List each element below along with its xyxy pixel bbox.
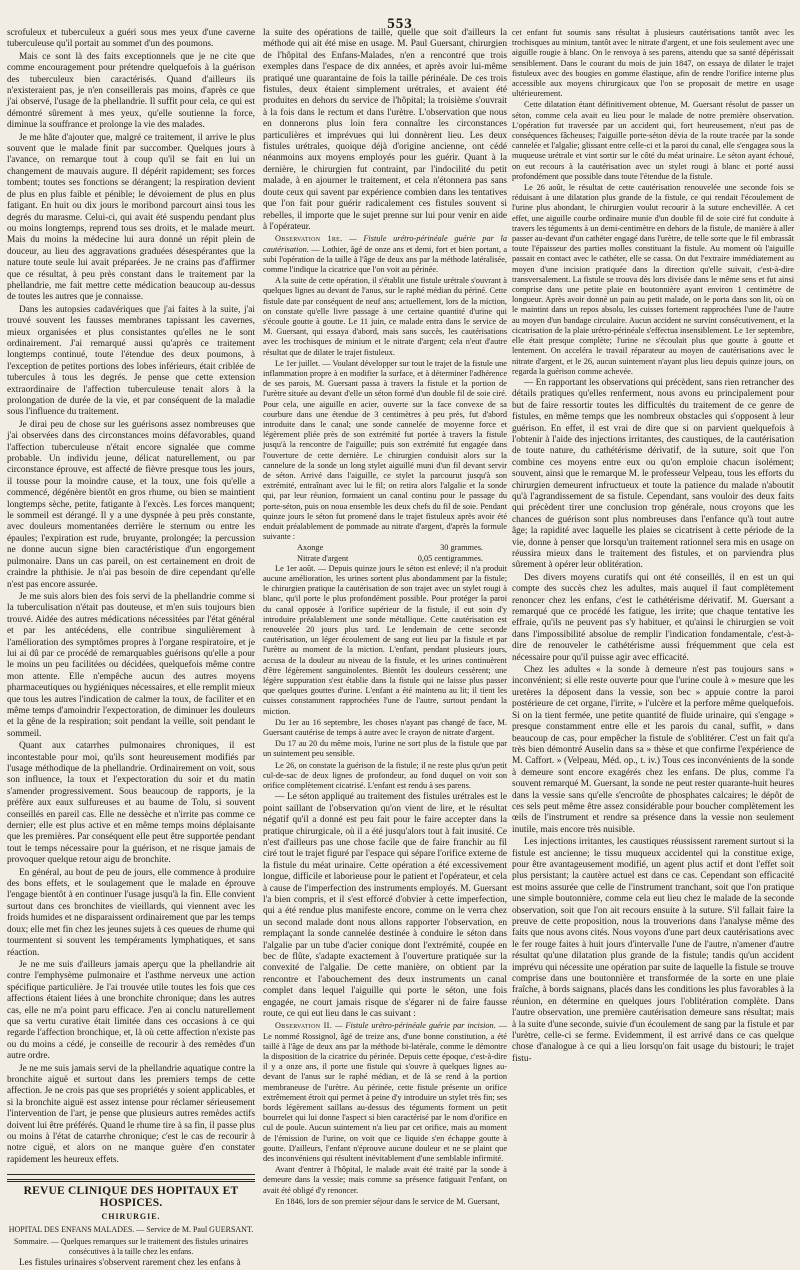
paragraph: En général, au bout de peu de jours, elle commence à produire des bons effets, et le soulagement que le malade en éprouve l'engage bientôt à en continuer l'usage jusqu'à la fin. Elle convient surtout dans ces bronchites de vieillards, qui viennent avec les froids humides et ne disparaissent ordinairement que par les temps doux; elle met fin chez les jeunes sujets à ces queues de rhume qui tourmentent si souvent les tempéraments lymphatiques, et sans réaction. [7, 867, 255, 958]
hospital-line: HOPITAL DES ENFANS MALADES. — Service de M. Paul GUERSANT. [8, 1225, 254, 1235]
paragraph: scrofuleux et tuberculeux a guéri sous mes yeux d'une caverne tuberculeuse qu'il portait au sommet d'un des poumons. [7, 28, 255, 50]
page-number: 553 [387, 16, 413, 32]
paragraph: Le 1er juillet. — Voulant développer sur tout le trajet de la fistule une inflammation propre à en modifier la surface, et à déterminer l'adhérence de ses parois, M. Guersant passa à travers la fistule et la portion de l'urètre située au devant d'elle un séton formé d'un double fil de soie ciré. Pour cela, une aiguille en acier, ouverte sur la face convexe de sa courbure dans une étendue de 3 centimètres à peu près, fut d'abord introduite dans le canal; une sonde cannelée de moyenne force et légèrement pliée près de son extrémité fut portée à travers la fistule jusqu'à la rencontre de l'aiguille; puis son extrémité fut engagée dans l'ouverture de cette dernière. Le chirurgien conduisit alors sur la cannelure de la sonde un long stylet aiguillé muni d'un fil devant servir de séton. Arrivé dans l'aiguille, ce stylet la parcourut jusqu'à son extrémité, entraînant avec lui le fil; on retira alors l'algalie et la sonde qui, par leur réunion, formaient un canal continu pour le passage du porte-séton, puis on noua ensemble les deux chefs du fil de soie. Pendant quinze jours le séton fut promené dans le trajet fistuleux après avoir été enduit préalablement de pommade au nitrate d'argent, d'après la formule suivante : [263, 358, 507, 542]
paragraph: Le 26, on constate la guérison de la fistule; il ne reste plus qu'un petit cul-de-sac de deux lignes de profondeur, au fond duquel on voit son orifice complètement cicatrisé. L'enfant est rendu à ses parens. [263, 760, 507, 791]
column-left [7, 28, 255, 1269]
formula-quantity: 0,05 centigrammes. [417, 553, 483, 563]
formula-ingredient: Axonge [297, 543, 324, 553]
column-middle [263, 28, 508, 1206]
section-divider [7, 1174, 255, 1175]
section-heading: REVUE CLINIQUE DES HOPITAUX ET HOSPICES. [23, 1185, 239, 1209]
formula-row [263, 543, 507, 553]
paragraph: Je me suis alors bien des fois servi de la phellandrie comme si la tuberculisation n'était pas douteuse, et m'en suis toujours bien trouvé. Aidée des autres médications nécessitées par l'état général et par les antécédens, elle contribue singulièrement à l'amélioration des symptômes propres à l'organe respiratoire, et je lui ai dû par ce procédé de remarquables guérisons qu'elle a pour le moins un peu facilitées ou décidées, quelquefois même contre mon attente. Elle n'empêche aucun des autres moyens pharmaceutiques ou hygiéniques nécessaires, et elle remplit mieux que tous les autres l'indication de calmer la toux, de faciliter et en même temps d'amoindrir l'expectoration, de diminuer les douleurs et la gêne de la respiration; soit pendant la veille, soit pendant le sommeil. [7, 591, 255, 739]
paragraph: Mais ce sont là des faits exceptionnels que je ne cite que comme encouragement pour prétendre quelquefois à la guérison des tuberculeux bien caractérisés. Quand d'ailleurs ils n'existeraient pas, je n'en conseillerais pas moins, d'après ce que j'ai observé, l'usage de la phellandrie. Il suffit pour cela, ce qui est démontré sûrement à mes yeux, qu'elle soutienne la force, diminue la souffrance et prolonge la vie des malades. [7, 51, 255, 131]
observation-title: Observation II. [275, 1021, 333, 1031]
paragraph: la suite des opérations de taille, quelle que soit d'ailleurs la méthode qui ait été mise en usage. M. Paul Guersant, chirurgien de l'hôpital des Enfans-Malades, n'en a rencontré que trois exemples dans l'espace de dix années, et après avoir lui-même pratiqué une quarantaine de fois la taille périnéale. De ces trois fistules, deux étaient simplement urétrales, et avaient été produites en dehors du service de l'hôpital; la troisième s'ouvrait à la fois dans le rectum et dans l'urètre. L'observation que nous en donnerons plus loin fera connaître les circonstances particulières et imprévues qui lui donnèrent lieu. Les deux fistules urétrales, quoique déjà d'origine ancienne, ont cédé néanmoins aux moyens employés pour les guérir. Quant à la dernière, le chirurgien fut contraint, par l'indocilité du petit malade, à en ajourner le traitement, et cela n'étonnera pas sans doute ceux qui savent par expérience combien dans les tentatives que l'on fait pour guérir radicalement ces fistules souvent si rebelles, il importe que le sujet prenne sur lui pour venir en aide à l'opérateur. [263, 28, 507, 232]
section-divider-double [7, 1179, 255, 1182]
observation-1 [263, 234, 507, 275]
paragraph: cet enfant fut soumis sans résultat à plusieurs cautérisations tantôt avec les trochisques au minium, tantôt avec le nitrate d'argent, et une fois seulement avec une aiguille rougie à blanc. On le renvoya à ses parens, attendu que sa santé dépérissait sensiblement. Dans le courant du mois de juin 1847, on essaya de dilater le trajet fistuleux avec des bougies en gomme élastique, afin de rendre l'orifice interne plus accessible aux moyens chirurgicaux que l'on se proposait de mettre en usage ultérieurement. [512, 28, 794, 99]
paragraph: Avant d'entrer à l'hôpital, le malade avait été traité par la sonde à demeure dans la vessie; mais comme sa présence fatiguait l'enfant, on avait été obligé d'y renoncer. [263, 1165, 507, 1195]
observation-text: — Le nommé Rossignol, âgé de treize ans, d'une bonne constitution, a été taillé à l'âge de deux ans par la méthode bi-latérale, comme le démontre la disposition de la cicatrice du périnée. Depuis cette époque, c'est-à-dire il y a onze ans, il porte une fistule qui s'ouvre à quelques lignes au-devant de l'anus sur le raphé médian, et de là se rend à la portion membraneuse de l'urètre. Au périnée, cette fistule présente un orifice extrêmement étroit qui permet à peine d'y introduire un stylet très fin; ses bords légèrement saillans au-dessus des téguments forment un petit bourrelet qui lui donne l'aspect si bien caractérisé par le nom d'orifice en cul de poule. Aucun suintement n'a lieu par cet orifice, mais au moment de l'émission de l'urine, on voit que ce liquide s'en échappe goutte à goutte. D'ailleurs, l'enfant n'éprouve aucune douleur et ne se plaint que des inconvéniens qui résultent inévitablement d'une semblable infirmité. [263, 1021, 508, 1164]
paragraph: Dans les autopsies cadavériques que j'ai faites à la suite, j'ai trouvé souvent les fausses membranes tapissant les cavernes, mieux organisées et plus consistantes qu'elles ne le sont ordinairement. J'ai remarqué aussi qu'après ce traitement longtemps continué, toute l'étendue des deux poumons, à l'exception de petites portions des lobes inférieurs, était criblée de tubercules à tous les degrés. Je pense que cette extension extraordinaire de l'affection tuberculeuse tenait alors à la prolongation de durée de la vie, et par conséquent de la maladie sous l'influence du traitement. [7, 304, 255, 418]
paragraph: Quant aux catarrhes pulmonaires chroniques, il est incontestable pour moi, qu'ils sont heureusement modifiés par l'usage méthodique de la phellandrie. Ordinairement on voit, sous son influence, la toux et l'expectoration du soir et du matin s'amender progressivement. Sous beaucoup de rapports, je la préfère aux eaux sulfureuses et au baume de Tolu, si souvent conseillés en pareil cas. Elle ne dessèche et n'irrite pas comme ce dernier; elle est plus active et en même temps moins déplaisante que les premières. Par conséquent elle peut être supportée pendant tout le temps nécessaire pour la guérison, et ne risque jamais de provoquer quelque retour aigu de bronchite. [7, 741, 255, 866]
paragraph: Je me hâte d'ajouter que, malgré ce traitement, il arrive le plus souvent que le malade finit par succomber. Quelques jours à l'avance, on remarque tout à coup qu'il se fait en lui un changement de mauvais augure. Il dépérit rapidement; ses forces tombent; toutes ses fonctions se dérangent; la respiration devient de plus en plus faible et pénible; le dévoiement de plus en plus fatigant. En huit ou dix jours le moribond parcourt ainsi tous les degrés du marasme. Celui-ci, qui avait été suspendu pendant plus ou moins longtemps, reprend tous ses droits, et le malade meurt. Mais du moins la médecine lui aura donné un répit plein de douceur, au lieu des aggravations graduées désespérantes que la nature toute seule lui avait préparées. Je ne crains pas d'affirmer que ce résultat, à peu près constant dans le traitement par la phellandrie, me fait mettre cette médication beaucoup au-dessus de toutes les autres que je connaisse. [7, 132, 255, 303]
paragraph: Chez les adultes « la sonde à demeure n'est pas toujours sans » inconvénient; si elle reste ouverte pour que l'urine coule à » mesure que les uretères la déposent dans la vessie, son bec » appuie contre la paroi postérieure de cet organe, l'irrite, » l'ulcère et la perfore même quelquefois. Si on la tient fermée, une petite quantité de fluide urinaire, qui s'engage » presque constamment entre elle et les parois du canal, suffit, » dans beaucoup de cas, pour empêcher la fistule de s'oblitérer. C'est un fait qu'a très bien démontré Auselin dans sa » thèse et que confirme l'expérience de M. Caffort. » (Velpeau, Méd. op., t. iv.) Tous ces inconvénients de la sonde à demeure sont encore exagérés chez les enfans. De plus, comme l'a souvent remarqué M. Guersant, la sonde ne peut rester quarante-huit heures dans la vessie sans qu'elle s'encroûte de phosphates calcaires; le dépôt de ces sels peut même être assez considérable pour boucher complètement les œils de l'instrument et rendre sa présence dans la vessie non seulement inutile, mais encore très nuisible. [512, 665, 794, 835]
paragraph: Le 26 août, le résultat de cette cautérisation renouvelée une seconde fois se réduisant à une dilatation plus grande de la fistule, ce qui rendait l'écoulement de l'urine plus abondant, le chirurgien voulut recourir à la suture enchevillée. A cet effet, une aiguille courbe ordinaire munie d'un double fil de soie ciré fut conduite à travers les téguments à un demi-centimètre en dehors de la fistule, de manière à aller passer au-devant d'un cathéter engagé dans l'urètre, de telle sorte que le fil embrassât toute l'épaisseur des parties molles constituant la fistule. Au moment où l'aiguille passait en contact avec le cathéter, elle se cassa. On dut l'extraire immédiatement au moyen d'une incision pratiquée dans la direction qu'elle suivait, c'est-à-dire transversalement. La fistule se trouva dès lors divisée dans le même sens et fut ainsi comprise dans une petite plaie en boutonnière ayant environ 1 centimètre de longueur. Après avoir donné un pain au petit malade, on le porta dans son lit, où on le maintint dans un repos absolu, les cuisses fortement rapprochées l'une de l'autre au moyen d'un bandage circulaire. Aucun accident ne survint consécutivement, et la cicatrisation de la plaie urétro-périnéale s'effectua insensiblement. Le 1er septembre, elle était presque complète; l'urine ne s'écoulait plus que goutte à goutte et lentement. On acceléra le travail réparateur au moyen de cautérisations avec le nitrate d'argent, et le 26, aucun suintement n'ayant plus lieu depuis quinze jours, on regarda la guérison comme achevée. [512, 183, 794, 376]
summary-line: Sommaire. — Quelques remarques sur le traitement des fistules urinaires consécutives à la taille chez les enfans. [13, 1237, 249, 1256]
paragraph: — En rapportant les observations qui précèdent, sans rien retrancher des détails pratiques qu'elles renferment, nous avons eu principalement pour but de faire ressortir toutes les difficultés du traitement de ce genre de fistules, en même temps que les nombreux obstacles qui s'opposent à leur guérison. En effet, il est vrai de dire que si on parvient quelquefois à l'obtenir à l'aide des injections irritantes, des caustiques, de la cautérisation de toute nature, du cathétérisme dérivatif, de la suture, soit que l'on combine ces moyens entre eux ou qu'on emploie chacun isolément; souvent, ainsi que le remarque M. le professeur Velpeau, tous les efforts du chirurgien demeurent infructueux et toute la patience du malade n'aboutit qu'à l'agrandissement de sa fistule. Cependant, sans vouloir des deux faits qui précèdent tirer une conclusion trop générale, nous croyons que les chances de guérison sont plus nombreuses dans l'enfance qu'à tout autre âge; la rapidité avec laquelle les plaies se cicatrisent à cette période de la vie, donne à penser que lorsqu'un traitement rationnel sera mis en usage on réussira mieux dans le traitement des fistules, et on parviendra plus sûrement à opérer leur oblitération. [512, 377, 794, 571]
observation-title: Observation 1re. [275, 234, 343, 244]
paragraph: Des divers moyens curatifs qui ont été conseillés, il en est un qui compte des succès chez les adultes, mais auquel il faut complètement renoncer chez les enfans, c'est le cathétérisme dérivatif. M. Guersant a remarqué que ce procédé les fatigue, les irrite; que chaque tentative les effraie, qu'ils ne peuvent pas s'y habituer, et qu'ainsi le chirurgien se voit dans l'impossibilité absolue de remplir l'indication fondamentale, c'est-à-dire de renouveler le cathétérisme aussi fréquemment que cela est nécessaire pour qu'il puisse agir avec efficacité. [512, 572, 794, 663]
paragraph: Du 1er au 16 septembre, les choses n'ayant pas changé de face, M. Guersant cautérise de temps à autre avec le crayon de nitrate d'argent. [263, 717, 507, 738]
section-subheading: CHIRURGIE. [101, 1212, 161, 1222]
formula-quantity: 30 grammes. [440, 543, 483, 553]
paragraph: Cette dilatation étant définitivement obtenue, M. Guersant résolut de passer un séton, comme cela avait eu lieu pour le malade de notre première observation. L'opération fut traversée par un accident qui, fort heureusement, n'eut pas de conséquences fâcheuses; l'aiguille porte-séton dévia de la route tracée par la sonde cannelée et l'algalie; glissant entre celle-ci et la paroi du canal, elle s'engagea sous la muqueuse urétrale et vint sortir sur le côté du méat urinaire. Le séton ayant échoué, on eut recours à la cautérisation avec un stylet rougi à blanc et porté aussi profondément que possible dans toute l'étendue de la fistule. [512, 100, 794, 181]
paragraph: Le 1er août. — Depuis quinze jours le séton est enlevé; il n'a produit aucune amélioration, les urines sortent plus abondamment par la fistule; le chirurgien pratique la cautérisation de son trajet avec un stylet rougi à blanc, qu'il porte le plus profondément possible. Pour protéger la paroi du canal opposée à l'orifice supérieur de la fistule, il eut soin d'y introduire préalablement une sonde métallique. Cette cautérisation est renouvelée 20 jours plus tard. Le lendemain de cette seconde cautérisation, un léger écoulement de sang eut lieu par la fistule et par l'urètre au moment de la miction. L'enfant, pendant plusieurs jours, accusa de la douleur au niveau de la fistule, et les urines continuèrent d'être légèrement sanguinolentes. Bientôt les douleurs cessèrent; une légère suppuration s'est établie dans la fistule qui ne laisse plus passer que quelques gouttes d'urine. L'enfant a été maintenu au lit; il tient les cuisses constamment rapprochées l'une de l'autre, surtout pendant la miction. [263, 563, 507, 716]
paragraph: Du 17 au 20 du même mois, l'urine ne sort plus de la fistule que par un suintement peu sensible. [263, 739, 507, 759]
paragraph: Je dirai peu de chose sur les guérisons assez nombreuses que j'ai observées dans des circonstances moins défavorables, quand l'affection tuberculeuse n'était encore signalée que comme probable. Un individu jeune, délicat naturellement, ou par circonstance éprouve, est affecté de fièvre presque tous les jours, il tousse pour la moindre cause, et la toux, une fois qu'elle a commencé, dégénère bientôt en gros rhume, ou bien se maintient longtemps sèche, petite, fatigante à l'excès. Les forces manquent; le sommeil est dérangé. Il y a une dyspnée à peu près constante, avec douleurs momentanées derrière le sternum ou entre les épaules; l'expiration est rude, bruyante, prolongée; la percussion ne donne aucun signe bien caractéristique d'un engorgement pulmonaire. Dans un cas pareil, on est certainement en droit de craindre la phthisie. Je n'ai pas besoin de dire cependant qu'elle n'est pas encore assurée. [7, 419, 255, 590]
formula-ingredient: Nitrate d'argent [297, 553, 349, 563]
paragraph: Je ne me suis d'ailleurs jamais aperçu que la phellandrie ait contre l'emphysème pulmonaire et l'asthme nerveux une action spécifique particulière. Je l'ai trouvée utile toutes les fois que ces affections étaient liées à une bronchite chronique; dans les autres cas, elle ne m'a point paru efficace. J'en ai conclu naturellement que sa vertu curative était limitée dans ces occasions à ce qui regarde l'affection bronchique, et, là où cette affection n'existe pas ou du moins a cédé, je conseille de recourir à des remèdes d'un autre ordre. [7, 959, 255, 1062]
paragraph: Les injections irritantes, les caustiques réussissent rarement surtout si la fistule est ancienne; le tissu muqueux accidentel qui la constitue exige, pour être avantageusement modifié, un agent plus actif et dont l'effet soit plus persistant; la cautère actuel est dans ce cas. Cependant son efficacité est moins assurée que celle de l'instrument tranchant, soit que l'on pratique une simple boutonnière, comme cela eut lieu chez le malade de la seconde observation, soit que l'on ait recours ensuite à la suture. S'il fallait faire la preuve de cette proposition, nous la trouverions dans l'analyse même des faits que nous avons cités. Nous voyons d'une part deux cautérisations avec le fer rouge faites à huit jours d'intervalle l'une de l'autre, n'amener d'autre résultat qu'une dilatation plus grande de la fistule; tandis qu'un accident imprévu qui nécessite une opération par suite de laquelle la fistule se trouve comprise dans une boutonnière et transformée de la sorte en une plaie fraîche, à bords saignans, placés dans les conditions les plus favorables à la réunion, en détermine en quelques jours l'oblitération complète. Dans l'autre observation, une première cautérisation demeure sans résultat; mais à la suite d'une seconde, suivie d'un écoulement de sang par la fistule et par l'urètre, celle-ci se ferme. Evidemment, il est arrivé dans ce cas quelque chose d'analogue à ce qui a lieu lorsqu'on fait usage du bistouri; le trajet fistu- [512, 837, 794, 1064]
paragraph: Les fistules urinaires s'observent rarement chez les enfans à [19, 1258, 241, 1269]
observation-subtitle: — Fistule urétro-périnéale guérie par la cautérisation. [263, 234, 508, 254]
formula-row [263, 554, 507, 564]
paragraph: Je ne me suis jamais servi de la phellandrie aquatique contre la bronchite aiguë et surtout dans les premiers temps de cette affection. Je ne crois pas que ses propriétés y soient applicables, et si la bronchite aiguë est assez intense pour réclamer sérieusement l'intervention de l'art, je pense que plusieurs autres remèdes actifs doivent lui être préférés. Quand le rhume tire à sa fin, il passe plus ou moins à l'état de catarrhe chronique; c'est le cas de recourir à notre ciguë, et alors on ne manque guère d'en constater rapidement les heureux effets. [7, 1063, 255, 1165]
paragraph: En 1846, lors de son premier séjour dans le service de M. Guersant, [275, 1196, 500, 1206]
column-right [512, 28, 794, 1130]
paragraph: — Le séton appliqué au traitement des fistules urétrales est le point saillant de l'observation qu'on vient de lire, et le résultat négatif qu'il a donné est peu fait pour le faire accepter dans la pratique chirurgicale, où il a été jusqu'alors tout à fait inusité. Ce n'est d'ailleurs pas une chose facile que de faire franchir au fil ciré tout le trajet figuré par l'espace qui sépare l'orifice externe de la fistule du méat urinaire. Cette opération a été excessivement longue, difficile et laborieuse pour le patient et l'opérateur, et cela à cause de l'imperfection des instruments employés. M. Guersant l'a bien compris, et il s'est efforcé d'obvier à cette imperfection, qui a été rendue plus manifeste encore, comme on le verra chez un second malade dont nous allons rapporter l'observation, en remplaçant la sonde cannelée destinée à conduire le séton dans l'algalie par un tube d'acier conique dont l'extrémité, coupée en bec de flûte, s'adapte exactement à l'ouverture pratiquée sur la convexité de l'algalie. De cette manière, on obtient par la rencontre et l'abouchement des deux instruments un canal complet dans lequel l'aiguille qui porte le séton, une fois engagée, ne court jamais risque de s'égarer ni de faire fausse route, ce qui eut lieu dans le cas suivant : [263, 792, 507, 1019]
paragraph: A la suite de cette opération, il s'établit une fistule urétrale s'ouvrant à quelques lignes au devant de l'anus, sur le raphé médian du périné. Cette fistule date par conséquent de neuf ans; actuellement, lors de la miction, on constate qu'elle livre passage à une certaine quantité d'urine qui s'écoule goutte à goutte. Le 11 juin, ce malade entra dans le service de M. Guersant, qui essaya d'abord, mais sans succès, les cautérisations avec les trochisques de minium et le nitrate d'argent; cela n'eut d'autre résultat que de dilater le trajet fistuleux. [263, 276, 507, 357]
observation-text: — Lothier, âgé de onze ans et demi, fort et bien portant, a subi l'opération de la taille à l'âge de deux ans par la méthode latéralisée, comme l'indique la cicatrice que l'on voit au périnée. [263, 244, 507, 274]
observation-2 [263, 1021, 507, 1164]
observation-subtitle: — Fistule urétro-périnéale guérie par incision. [335, 1021, 496, 1031]
